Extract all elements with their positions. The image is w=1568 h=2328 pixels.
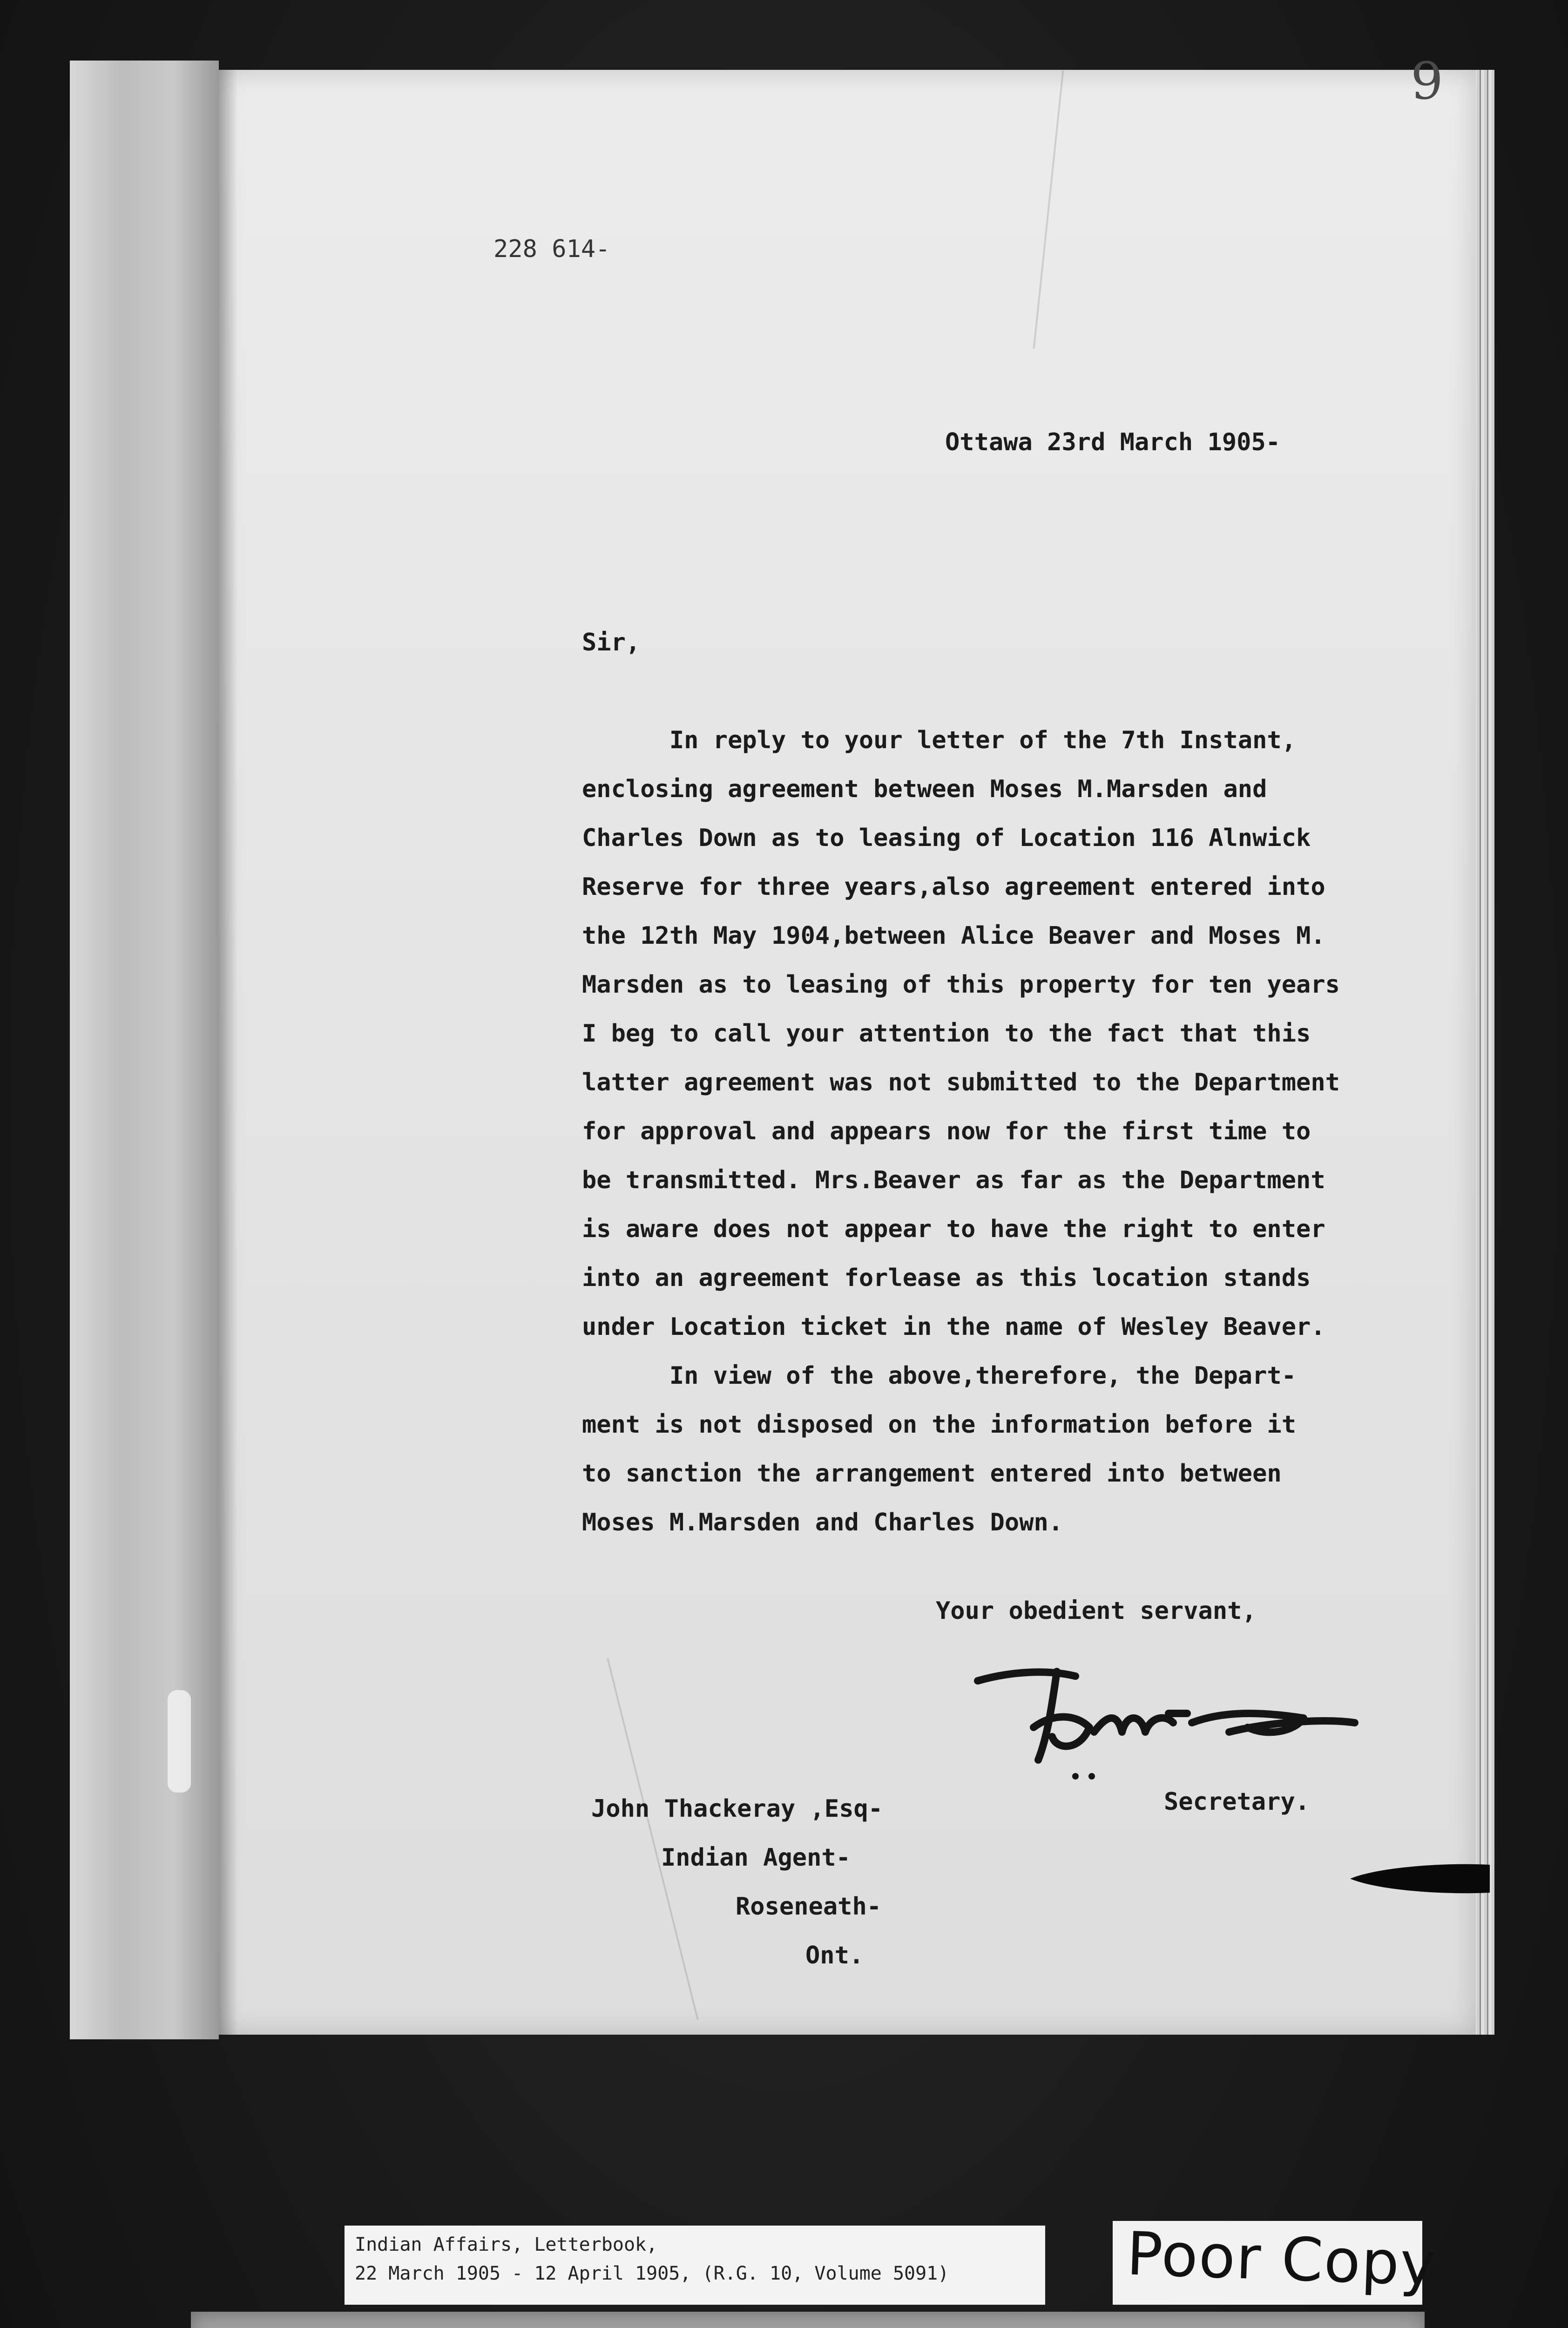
citation-line: Indian Affairs, Letterbook, — [355, 2234, 658, 2255]
handwritten-note: Poor Copy — [1125, 2219, 1438, 2300]
signer-title: Secretary. — [1164, 1788, 1310, 1816]
body-line: In reply to your letter of the 7th Instant, — [582, 726, 1297, 754]
salutation: Sir, — [582, 629, 641, 656]
poor-copy-card — [1113, 2219, 1438, 2305]
recipient-title: Indian Agent- — [661, 1844, 851, 1872]
body-line: for approval and appears now for the first time to — [582, 1117, 1311, 1145]
dateline: Ottawa 23rd March 1905- — [945, 428, 1281, 456]
body-line: Reserve for three years,also agreement entered into — [582, 873, 1325, 901]
reference-number: 228 614- — [493, 235, 610, 263]
recipient-province: Ont. — [805, 1942, 864, 1969]
body-line: under Location ticket in the name of Wesley Beaver. — [582, 1313, 1325, 1341]
body-line: be transmitted. Mrs.Beaver as far as the Department — [582, 1166, 1325, 1194]
paper-crease — [607, 1658, 698, 2020]
recipient-town: Roseneath- — [736, 1893, 882, 1921]
body-line: Marsden as to leasing of this property for ten years — [582, 971, 1340, 999]
body-line: In view of the above,therefore, the Depart- — [582, 1362, 1297, 1390]
sign-off: Your obedient servant, — [936, 1597, 1257, 1625]
citation-card — [345, 2226, 1045, 2305]
body-line: to sanction the arrangement entered into between — [582, 1460, 1282, 1488]
citation-line: 22 March 1905 - 12 April 1905, (R.G. 10, Volume 5091) — [355, 2263, 949, 2284]
body-line: I beg to call your attention to the fact that this — [582, 1020, 1311, 1048]
body-line: latter agreement was not submitted to the Department — [582, 1069, 1340, 1096]
archives-stamp — [191, 2312, 1425, 2328]
body-line: Charles Down as to leasing of Location 116 Alnwick — [582, 824, 1311, 852]
pencil-pointer-icon — [1350, 1858, 1490, 1900]
recipient-name: John Thackeray ,Esq- — [591, 1795, 883, 1823]
handwritten-signature — [968, 1644, 1359, 1783]
previous-page-edge — [70, 61, 219, 2039]
paper-crease — [1033, 70, 1064, 348]
body-line: into an agreement forlease as this location stands — [582, 1264, 1311, 1292]
body-line: the 12th May 1904,between Alice Beaver and Moses M. — [582, 922, 1325, 950]
body-line: ment is not disposed on the information before it — [582, 1411, 1297, 1439]
body-line: enclosing agreement between Moses M.Marsden and — [582, 775, 1267, 803]
page-number: 9 — [1411, 51, 1443, 111]
body-line: Moses M.Marsden and Charles Down. — [582, 1509, 1063, 1536]
body-line: is aware does not appear to have the right to enter — [582, 1215, 1325, 1243]
